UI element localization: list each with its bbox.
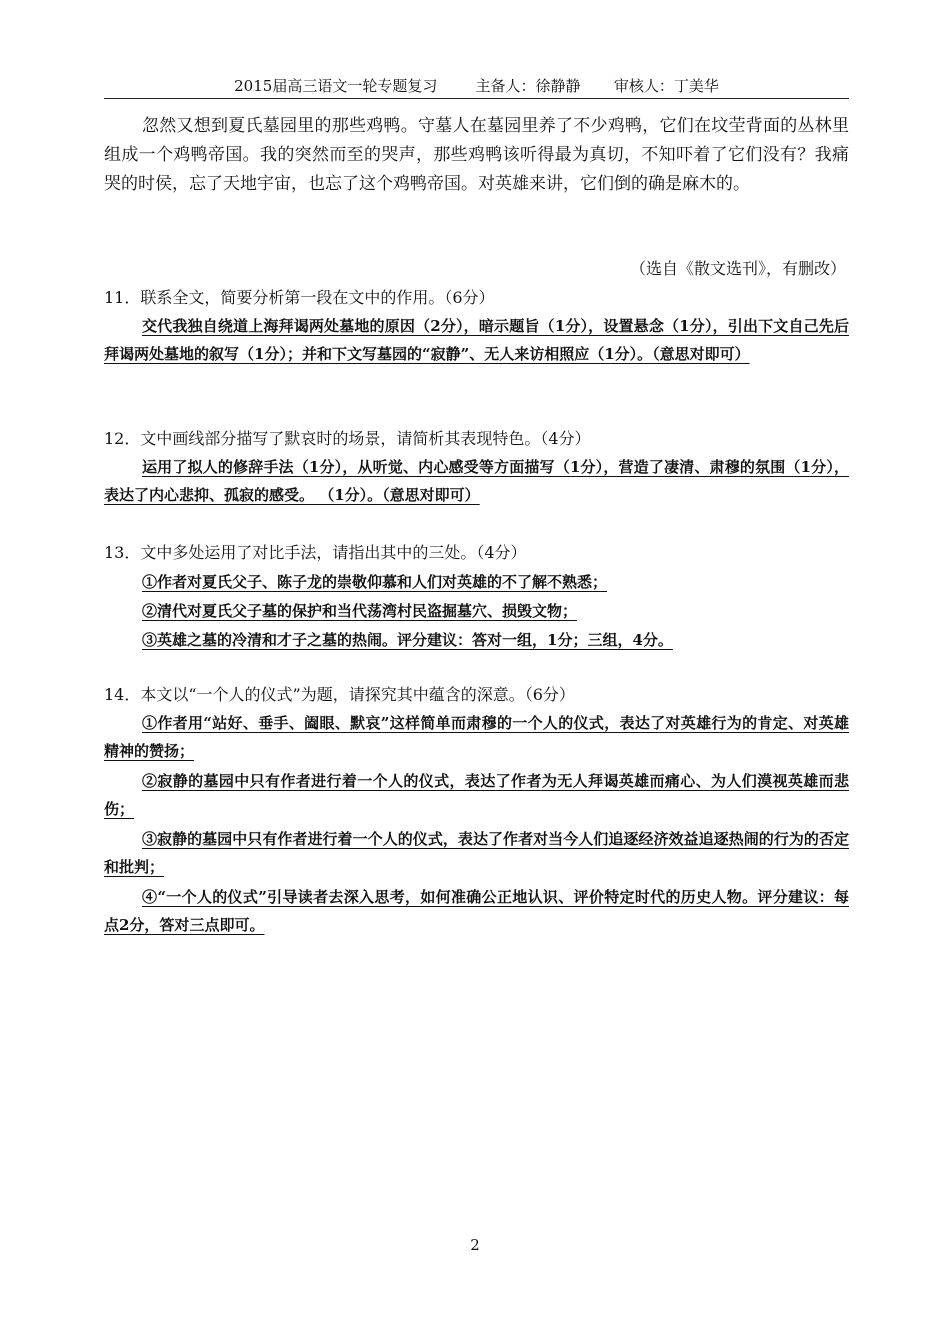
answer-14-point-1-text: ①作者用“站好、垂手、阖眼、默哀”这样简单而肃穆的一个人的仪式，表达了对英雄行为的肯定、对英雄精神的赞扬； (104, 714, 849, 760)
answer-12-text: 运用了拟人的修辞手法（1分），从听觉、内心感受等方面描写（1分），营造了凄清、肃穆的氛围（1分），表达了内心悲抑、孤寂的感受。 （1分）。（意思对即可） (104, 458, 849, 504)
answer-11 (104, 312, 849, 368)
answer-13-point-1 (104, 568, 849, 596)
question-14: 14．本文以“一个人的仪式”为题，请探究其中蕴含的深意。（6分） (104, 685, 575, 704)
answer-12 (104, 453, 849, 509)
answer-13-point-2 (104, 597, 849, 625)
source-citation: （选自《散文选刊》，有删改） (629, 259, 846, 278)
page-header: 2015届高三语文一轮专题复习 主备人：徐静静 审核人：丁美华 (104, 76, 849, 99)
answer-14-point-1 (104, 709, 849, 765)
answer-14-point-3 (104, 825, 849, 881)
answer-13-point-2-text: ②清代对夏氏父子墓的保护和当代荡湾村民盗掘墓穴、损毁文物； (142, 602, 578, 620)
answer-14-point-4-text: ④“一个人的仪式”引导读者去深入思考，如何准确公正地认识、评价特定时代的历史人物。评分建议：每点2分，答对三点即可。 (104, 888, 849, 934)
question-12: 12．文中画线部分描写了默哀时的场景，请简析其表现特色。（4分） (104, 429, 591, 448)
answer-13-point-3 (104, 626, 849, 654)
answer-14-point-2-text: ②寂静的墓园中只有作者进行着一个人的仪式，表达了作者为无人拜谒英雄而痛心、为人们漠视英雄而悲伤； (104, 772, 849, 818)
passage-paragraph: 忽然又想到夏氏墓园里的那些鸡鸭。守墓人在墓园里养了不少鸡鸭，它们在坟茔背面的丛林里组成一个鸡鸭帝国。我的突然而至的哭声，那些鸡鸭该听得最为真切，不知吓着了它们没有？我痛哭的时侯，忘了天地宇宙，也忘了这个鸡鸭帝国。对英雄来讲，它们倒的确是麻木的。 (104, 116, 849, 194)
question-13: 13．文中多处运用了对比手法，请指出其中的三处。（4分） (104, 543, 527, 562)
answer-13-point-1-text: ①作者对夏氏父子、陈子龙的崇敬仰慕和人们对英雄的不了解不熟悉； (142, 573, 608, 591)
answer-11-text: 交代我独自绕道上海拜谒两处墓地的原因（2分），暗示题旨（1分），设置悬念（1分），引出下文自己先后拜谒两处墓地的叙写（1分）；并和下文写墓园的“寂静”、无人来访相照应（1分）。（意思对即可） (104, 317, 849, 363)
question-11: 11．联系全文，简要分析第一段在文中的作用。（6分） (104, 288, 495, 307)
answer-14-point-4 (104, 883, 849, 939)
answer-14-point-2 (104, 767, 849, 823)
answer-14-point-3-text: ③寂静的墓园中只有作者进行着一个人的仪式，表达了作者对当今人们追逐经济效益追逐热闹的行为的否定和批判； (104, 830, 849, 876)
page-number: 2 (470, 1236, 480, 1254)
answer-13-point-3-text: ③英雄之墓的冷清和才子之墓的热闹。评分建议：答对一组，1分；三组，4分。 (142, 631, 673, 649)
